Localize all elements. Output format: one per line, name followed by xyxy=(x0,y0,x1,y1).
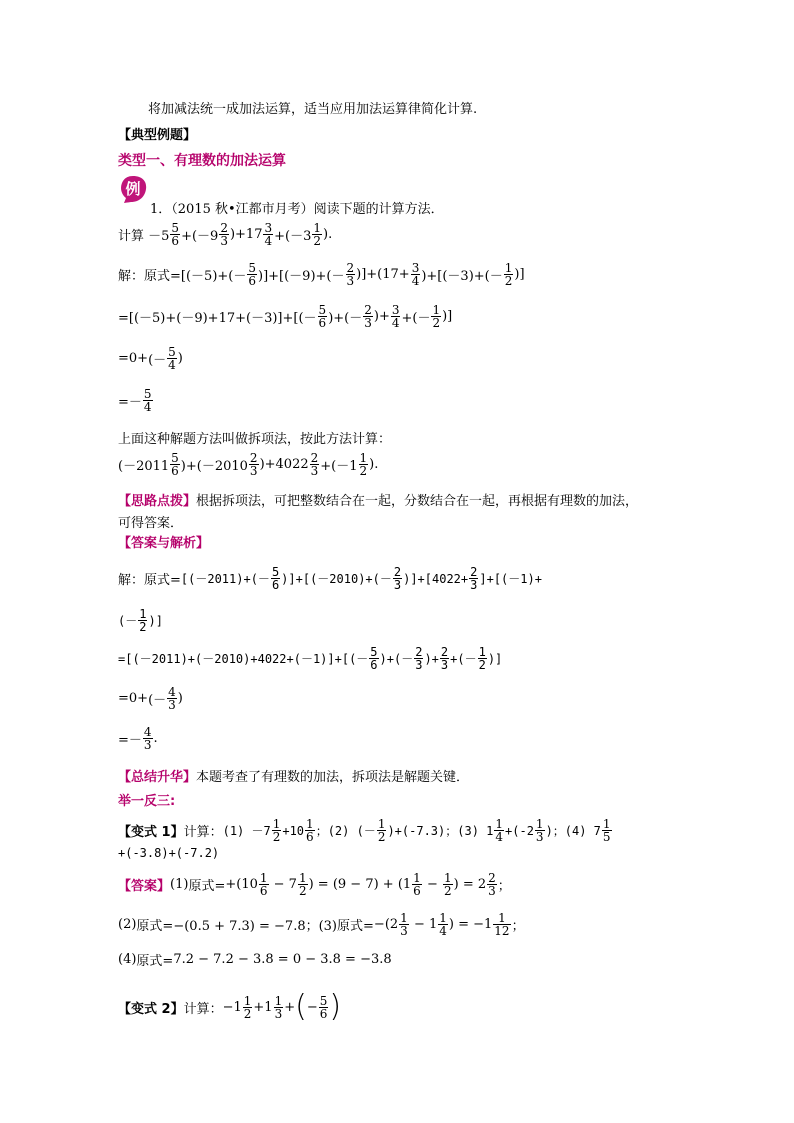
summary-line xyxy=(118,766,469,785)
example-1-prompt: 1．（2015 秋•江都市月考）阅读下题的计算方法． xyxy=(150,202,444,217)
variant-1-answer-4: (4) 原式= 7.2 − 7.2 − 3.8 = 0 − 3.8 = −3.8 xyxy=(118,952,392,969)
summary-text: 本题考查了有理数的加法，拆项法是解题关键． xyxy=(196,770,470,785)
solution-word: 解：原式= xyxy=(118,269,181,284)
hint-text: 根据拆项法，可把整数结合在一起，分数结合在一起，再根据有理数的加法， xyxy=(196,494,639,509)
variant-2-label: 【变式 2】 xyxy=(118,1001,184,1017)
summary-label: 【总结升华】 xyxy=(118,770,197,785)
answer-solution-line-3: =0+ (－ $\frac{4}{3}$ ) xyxy=(118,685,183,712)
intro-text: 将加减法统一成加法运算，适当应用加法运算律简化计算. xyxy=(148,102,478,117)
example-1-solution-line-3: =0+ (－ $\frac{5}{4}$ ) xyxy=(118,345,183,372)
hint-label: 【思路点拨】 xyxy=(118,494,197,509)
example-1-result: =－ $\frac{5}{4}$ xyxy=(118,387,152,414)
example-1-expression: 计算 －5 $\frac{5}{6}$ +(－9 $\frac{2}{3}$ )+17 $\frac{3}{4}$ +(－3 $\frac{1}{2}$ ). xyxy=(118,221,333,248)
hint-line xyxy=(118,490,638,509)
type-one-heading: 类型一、有理数的加法运算 xyxy=(118,153,286,169)
example-1-solution-line-2: =[(－5)+(－9)+17+(－3)]+[(－ $\frac{5}{6}$ )+(－ $\frac{2}{3}$ )+ $\frac{3}{4}$ +(－ $\frac{1}{2}$ )] xyxy=(118,303,453,330)
example-1-solution-line-1: 解：原式= [(－5)+(－ $\frac{5}{6}$ )]+[(－9)+(－ $\frac{2}{3}$ )]+(17+ $\frac{3}{4}$ )+[(－3)+(－ $\frac{1}{2}$ )] xyxy=(118,261,525,288)
answer-label: 【答案】 xyxy=(118,879,171,894)
answer-solution-line-2: =[(－2011)+(－2010)+4022+(－1)]+[(－ $\frac{5}{6}$ )+(－ $\frac{2}{3}$ )+ $\frac{2}{3}$ +(－ $\frac{1}{2}$ )] xyxy=(118,645,503,672)
variant-1-answer-1: 【答案】 (1) 原式= +(10 $\frac{1}{6}$ − 7 $\frac{1}{2}$ ) = (9 − 7) + (1 $\frac{1}{6}$ − $\frac{1}{2}$ ) = 2 $\frac{2}{3}$ ； xyxy=(118,871,511,898)
example-badge-icon xyxy=(118,174,148,204)
variant-1-label: 【变式 1】 xyxy=(118,825,184,840)
method-text: 上面这种解题方法叫做拆项法，按此方法计算： xyxy=(118,432,392,447)
section-examples-heading: 【典型例题】 xyxy=(118,128,197,143)
practice-expression: (－2011 $\frac{5}{6}$ )+(－2010 $\frac{2}{3}$ )+4022 $\frac{2}{3}$ +(－1 $\frac{1}{2}$ ). xyxy=(118,451,379,478)
variant-1-question-continued: +(-3.8)+(-7.2) xyxy=(118,846,220,860)
example-badge-label: 例 xyxy=(125,180,141,198)
variant-1-answer-2-3: (2) 原式= −(0.5 + 7.3) = −7.8；(3) 原式= −(2 $\frac{1}{3}$ − 1 $\frac{1}{4}$ ) = −1 $\frac{1}{12}$ ； xyxy=(118,911,525,938)
answer-solution-line-1: 解：原式= [(－2011)+(－ $\frac{5}{6}$ )]+[(－2010)+(－ $\frac{2}{3}$ )]+[4022+ $\frac{2}{3}$ ]+[(－1)+ xyxy=(118,565,542,592)
answer-solution-line-1-continued: (－ $\frac{1}{2}$ )] xyxy=(118,607,163,634)
hint-text-continued: 可得答案． xyxy=(118,516,184,531)
analogy-heading: 举一反三: xyxy=(118,794,176,809)
variant-2-question: 【变式 2】 计算： −1 $\frac{1}{2}$ +1 $\frac{1}{3}$ + ( − $\frac{5}{6}$ ) xyxy=(118,989,342,1024)
variant-1-question: 【变式 1】 计算： (1) －7 $\frac{1}{2}$ +10 $\frac{1}{6}$ ；(2) (－ $\frac{1}{2}$ )+(-7.3)；(3) 1 $\frac{1}{4}$ +(-2 $\frac{1}{3}$ )；(4) 7 $\frac{1}{5}$ xyxy=(118,817,611,844)
answer-result: =－ $\frac{4}{3}$ . xyxy=(118,725,158,752)
calc-word: 计算 xyxy=(118,229,145,244)
answer-analysis-label: 【答案与解析】 xyxy=(118,536,210,551)
